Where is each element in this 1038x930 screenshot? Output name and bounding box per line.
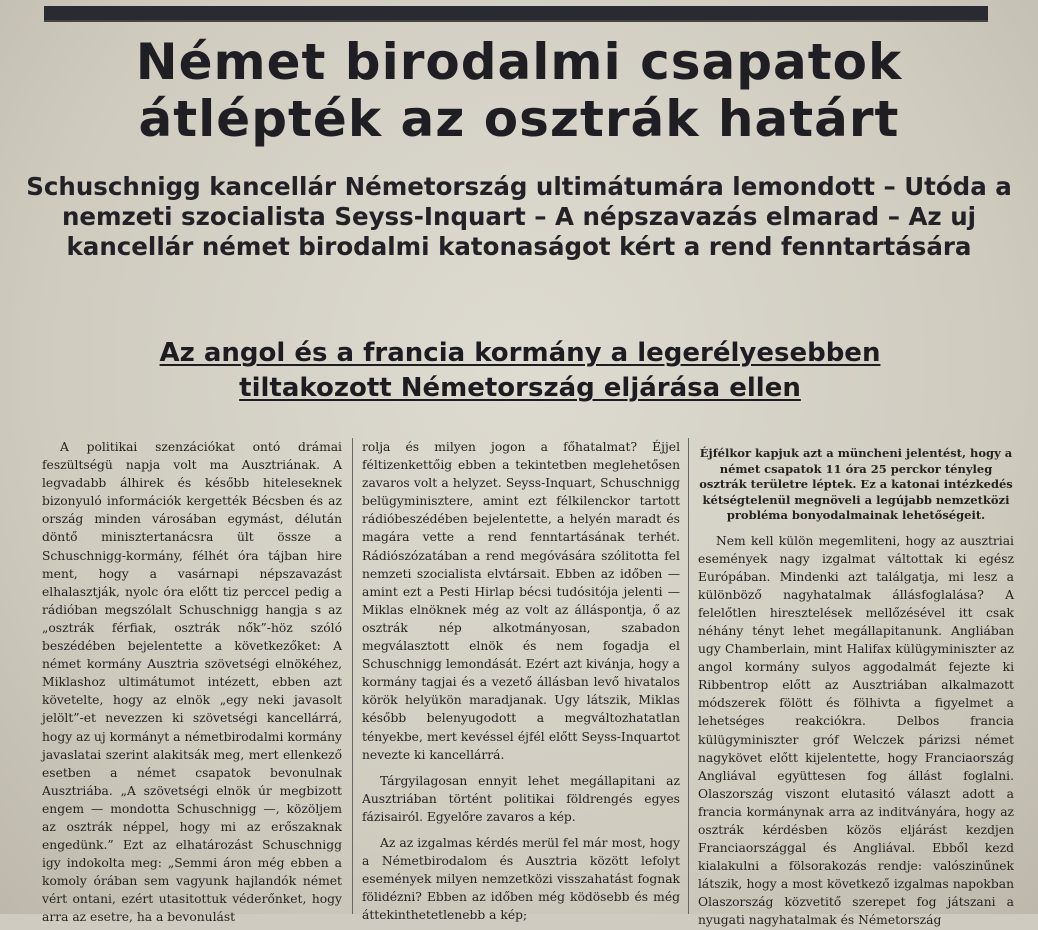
article-column-3	[698, 446, 1014, 930]
subheadline: Schuschnigg kancellár Németország ultimátumára lemondott – Utóda a nemzeti szocialista Seyss-Inquart – A népszavazás elmarad – Az uj kancellár német birodalmi katonaságot kért a rend fenntartására	[26, 172, 1012, 261]
article-column-2	[362, 438, 680, 924]
paragraph: Az az izgalmas kérdés merül fel már most, hogy a Németbirodalom és Ausztria között lefolyt események milyen nemzetközi visszahatást fognak fölidézni? Ebben az időben még ködösebb és még áttekinthetetlenebb a kép;	[362, 835, 680, 923]
paragraph: rolja és milyen jogon a főhatalmat? Éjjel féltizenkettőig ebben a tekintetben meglehetősen zavaros volt a helyzet. Seyss-Inquart, Schuschnigg belügyminisztere, amint ezt félkilenckor tartott rádióbeszédében bejelentette, a helyén maradt és magára vette a rend fenntartásának terhét. Rádiószózatában a rend megóvására szólitotta fel nemzeti szocialista elvtársait. Ebben az időben — amint ezt a Pesti Hirlap bécsi tudósitója jelenti — Miklas elnöknek még az volt az álláspontja, ő az osztrák nép alkotmányosan, szabadon megválasztott elnök és nem fogadja el Schuschnigg lemondását. Ezért azt kivánja, hogy a kormány tagjai és a vezető állásban levő hivatalos körök helyükön maradjanak. Ugy látszik, Miklas később belenyugodott a megváltozhatatlan tényekbe, mert kevéssel éjfél előtt Seyss-Inquartot nevezte ki kancellárrá.	[362, 440, 680, 762]
paragraph: A politikai szenzációkat ontó drámai feszültségü napja volt ma Ausztriának. A legvadabb álhirek és később hiteleseknek bizonyuló információk kergették Bécsben és az ország minden városában egymást, délután döntő minisztertanácsra ült össze a Schuschnigg-kormány, félhét óra tájban hire ment, hogy a vasárnapi népszavazást elhalasztják, nyolc óra előtt tiz perccel pedig a rádióban megszólalt Schuschnigg hangja s az „osztrák férfiak, osztrák nők”-höz szóló beszédében bejelentette a következőket: A német kormány Ausztria szövetségi elnökéhez, Miklashoz ultimátumot intézett, ebben azt követelte, hogy az elnök „egy neki javasolt jelölt”-et nevezzen ki szövetségi kancellárrá, hogy az uj kormányt a németbirodalmi kormány javaslatai szerint alakitsák meg, mert ellenkező esetben a német csapatok bevonulnak Ausztriába. „A szövetségi elnök úr megbizott engem — mondotta Schuschnigg —, közöljem az osztrák néppel, hogy mi az erőszaknak engedünk.” Ezt az elhatározást Schuschnigg igy indokolta meg: „Semmi áron még ebben a komoly órában sem vagyunk hajlandók német vért ontani, ezért utasitottuk véderőnket, hogy arra az esetre, ha a bevonulást	[42, 440, 342, 925]
paragraph: Tárgyilagosan ennyit lehet megállapitani az Ausztriában történt politikai földrengés egyes fázisairól. Egyelőre zavaros a kép.	[362, 773, 680, 824]
deck-text: Az angol és a francia kormány a legerélyesebben tiltakozott Németország eljárása ellen	[159, 338, 881, 403]
headline: Német birodalmi csapatok átlépték az osztrák határt	[135, 33, 903, 148]
bulletin-lede: Éjfélkor kapjuk azt a müncheni jelentést, hogy a német csapatok 11 óra 25 perckor tényleg osztrák területre léptek. Ez a katonai intézkedés kétségtelenül megnöveli a legújabb nemzetközi probléma bonyodalmainak lehetőségeit.	[699, 446, 1013, 522]
paragraph: Nem kell külön megemliteni, hogy az ausztriai események nagy izgalmat váltottak ki egész Európában. Mindenki azt találgatja, mi lesz a különböző nagyhatalmak állásfoglalása? A felelőtlen hiresztelések mellőzésével itt csak néhány tényt lehet megállapitanunk. Angliában ugy Chamberlain, mint Halifax külügyminiszter az angol kormány sulyos aggodalmát fejezte ki Ribbentrop előtt az Ausztriában alkalmazott módszerek fölött és fölhivta a figyelmet a lehetséges reakciókra. Delbos francia külügyminiszter gróf Welczek párizsi német nagykövet előtt kijelentette, hogy Franciaország Angliával együttesen fog állást foglalni. Olaszország viszont elutasitó választ adott a francia kormánynak arra az inditványára, hogy az osztrák kérdésben közös eljárást kezdjen Franciaországgal és Angliával. Ebből kezd kialakulni a fölsorakozás rendje: valószinűnek látszik, hogy a most következő izgalmas napokban Olaszország közvetitő szerepet fog játszani a nyugati nagyhatalmak és Németország	[698, 533, 1014, 928]
article-column-1	[42, 438, 342, 927]
column-rule	[352, 438, 353, 914]
deck	[120, 336, 920, 406]
masthead-rule	[44, 6, 988, 22]
column-rule	[688, 438, 689, 914]
